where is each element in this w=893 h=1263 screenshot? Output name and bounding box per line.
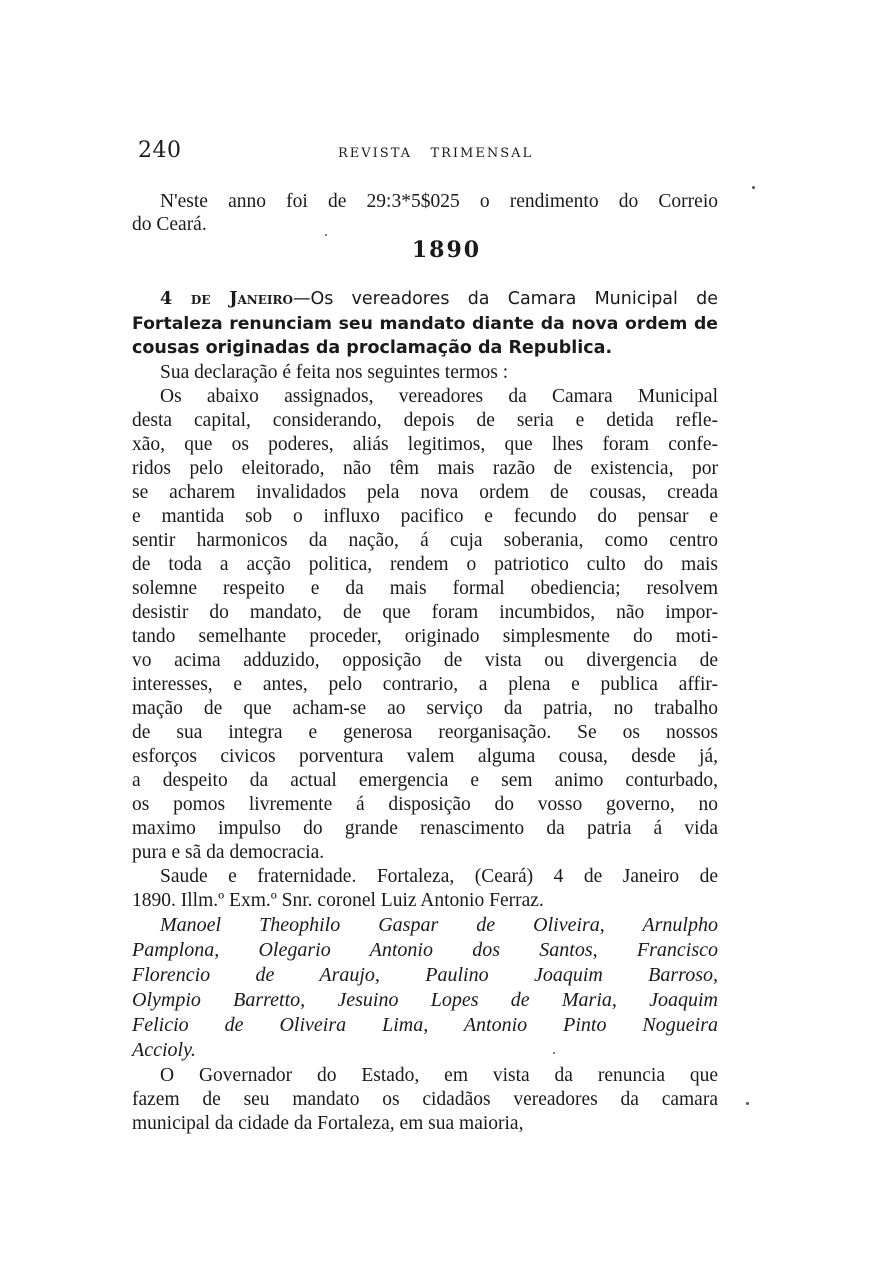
page-number: 240 — [138, 138, 182, 163]
body-line: ridos pelo eleitorado, não têm mais razão de existencia, por — [132, 458, 718, 479]
body-line: a despeito da actual emergencia e sem animo conturbado, — [132, 770, 718, 791]
body-line: pura e sã da democracia. — [132, 842, 325, 863]
year-heading: 1890 — [411, 237, 482, 263]
signature-line: Olympio Barretto, Jesuino Lopes de Maria, Joaquim — [132, 989, 718, 1011]
body-line: sentir harmonicos da nação, á cuja soberania, como centro — [132, 530, 718, 551]
running-title: REVISTA TRIMENSAL — [338, 146, 534, 161]
body-line: xão, que os poderes, aliás legitimos, que lhes foram confe- — [132, 434, 718, 455]
signature-line: Accioly. — [132, 1039, 196, 1061]
body-line: desta capital, considerando, depois de seria e detida refle- — [132, 410, 718, 431]
page-header — [138, 138, 728, 168]
body-line: Os abaixo assignados, vereadores da Camara Municipal — [160, 386, 718, 407]
body-line: e mantida sob o influxo pacifico e fecundo do pensar e — [132, 506, 718, 527]
body-line: de toda a acção politica, rendem o patriotico culto do mais — [132, 554, 718, 575]
body-line: mação de que acham-se ao serviço da patria, no trabalho — [132, 698, 718, 719]
body-line: desistir do mandato, de que foram incumbidos, não impor- — [132, 602, 718, 623]
scan-speck — [752, 186, 755, 189]
intro-line-2: do Ceará. — [132, 214, 207, 235]
entry-line-1-rest: —Os vereadores da Camara Municipal de — [292, 289, 718, 309]
closing-line: fazem de seu mandato os cidadãos vereadores da camara — [132, 1089, 718, 1110]
body-line: os pomos livremente á disposição do vosso governo, no — [132, 794, 718, 815]
body-line: Saude e fraternidade. Fortaleza, (Ceará) 4 de Janeiro de — [160, 866, 718, 887]
intro-line-1: N'este anno foi de 29:3*5$025 o rendimento do Correio — [160, 191, 718, 212]
closing-line: O Governador do Estado, em vista da renuncia que — [160, 1065, 718, 1086]
entry-date: 4 de Janeiro — [160, 289, 293, 309]
body-line: maximo impulso do grande renascimento da patria á vida — [132, 818, 718, 839]
signature-line: Pamplona, Olegario Antonio dos Santos, Francisco — [132, 939, 718, 961]
body-line: interesses, e antes, pelo contrario, a plena e publica affir- — [132, 674, 718, 695]
body-line: se acharem invalidados pela nova ordem de cousas, creada — [132, 482, 718, 503]
body-line: vo acima adduzido, opposição de vista ou divergencia de — [132, 650, 718, 671]
signature-line: Florencio de Araujo, Paulino Joaquim Barroso, — [132, 964, 718, 986]
signature-line: Felicio de Oliveira Lima, Antonio Pinto Nogueira — [132, 1014, 718, 1036]
entry-line-3: cousas originadas da proclamação da Republica. — [132, 338, 613, 358]
scan-speck — [553, 1052, 555, 1054]
entry-line-1 — [160, 288, 718, 311]
body-line: 1890. Illm.º Exm.º Snr. coronel Luiz Antonio Ferraz. — [132, 890, 544, 911]
signature-line: Manoel Theophilo Gaspar de Oliveira, Arnulpho — [160, 914, 718, 936]
scan-speck — [325, 234, 327, 236]
body-line: de sua integra e generosa reorganisação. Se os nossos — [132, 722, 718, 743]
body-line: solemne respeito e da mais formal obediencia; resolvem — [132, 578, 718, 599]
body-line: Sua declaração é feita nos seguintes termos : — [160, 362, 509, 383]
body-line: esforços civicos porventura valem alguma cousa, desde já, — [132, 746, 718, 767]
scan-speck — [746, 1102, 749, 1105]
closing-line: municipal da cidade da Fortaleza, em sua maioria, — [132, 1113, 524, 1134]
entry-line-2: Fortaleza renunciam seu mandato diante da nova ordem de — [132, 314, 718, 334]
body-line: tando semelhante proceder, originado simplesmente do moti- — [132, 626, 718, 647]
